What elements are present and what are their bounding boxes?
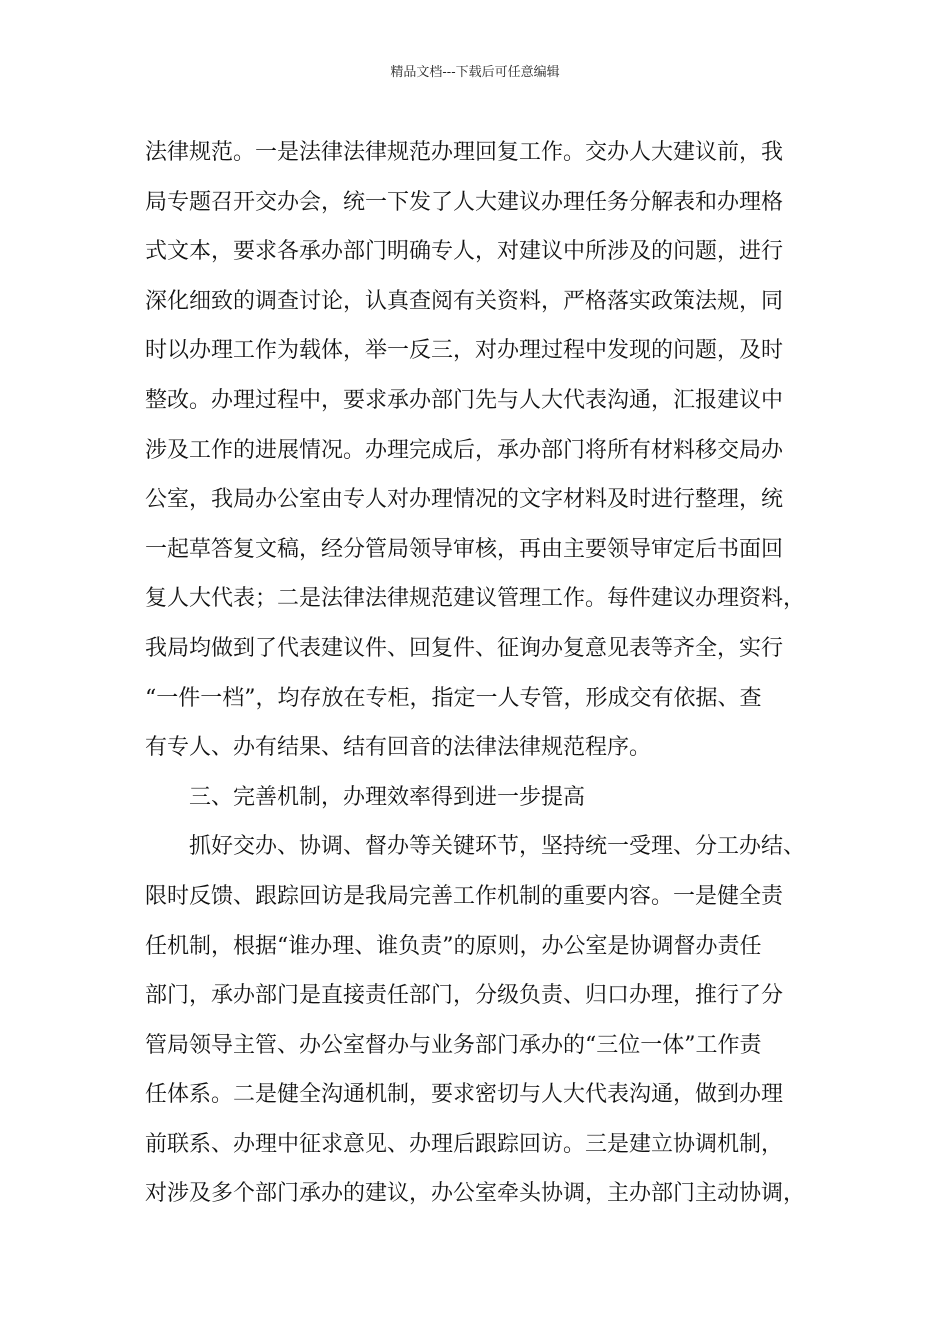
text-line: 局专题召开交办会，统一下发了人大建议办理任务分解表和办理格 <box>145 189 784 215</box>
text-line: 一起草答复文稿，经分管局领导审核，再由主要领导审定后书面回 <box>145 536 784 562</box>
text-line: 式文本，要求各承办部门明确专人，对建议中所涉及的问题，进行 <box>145 239 784 265</box>
text-line: 公室，我局办公室由专人对办理情况的文字材料及时进行整理，统 <box>145 487 784 513</box>
text-line: 我局均做到了代表建议件、回复件、征询办复意见表等齐全，实行 <box>145 635 784 661</box>
text-line: 时以办理工作为载体，举一反三，对办理过程中发现的问题，及时 <box>145 338 784 364</box>
section-heading: 三、完善机制，办理效率得到进一步提高 <box>189 784 586 810</box>
text-line: 限时反馈、跟踪回访是我局完善工作机制的重要内容。一是健全责 <box>145 883 784 909</box>
text-line: 抓好交办、协调、督办等关键环节，坚持统一受理、分工办结、 <box>189 834 806 860</box>
page-header: 精品文档---下载后可任意编辑 <box>390 65 560 80</box>
text-line: 有专人、办有结果、结有回音的法律法律规范程序。 <box>145 735 652 761</box>
text-line: 复人大代表；二是法律法律规范建议管理工作。每件建议办理资料， <box>145 586 806 612</box>
text-line: 涉及工作的进展情况。办理完成后，承办部门将所有材料移交局办 <box>145 437 784 463</box>
text-line: 整改。办理过程中，要求承办部门先与人大代表沟通，汇报建议中 <box>145 387 784 413</box>
document-body <box>145 128 825 1219</box>
text-line: 管局领导主管、办公室督办与业务部门承办的“三位一体”工作责 <box>145 1032 762 1058</box>
text-line: 任体系。二是健全沟通机制，要求密切与人大代表沟通，做到办理 <box>145 1082 784 1108</box>
text-line: 对涉及多个部门承办的建议，办公室牵头协调，主办部门主动协调， <box>145 1181 806 1207</box>
text-line: 前联系、办理中征求意见、办理后跟踪回访。三是建立协调机制， <box>145 1131 784 1157</box>
text-line: 任机制，根据“谁办理、谁负责”的原则，办公室是协调督办责任 <box>145 933 762 959</box>
text-line: 部门，承办部门是直接责任部门，分级负责、归口办理，推行了分 <box>145 983 784 1009</box>
text-line: 法律规范。一是法律法律规范办理回复工作。交办人大建议前，我 <box>145 140 784 165</box>
text-line: “一件一档”，均存放在专柜，指定一人专管，形成交有依据、查 <box>145 685 762 711</box>
text-line: 深化细致的调查讨论，认真查阅有关资料，严格落实政策法规，同 <box>145 288 784 314</box>
